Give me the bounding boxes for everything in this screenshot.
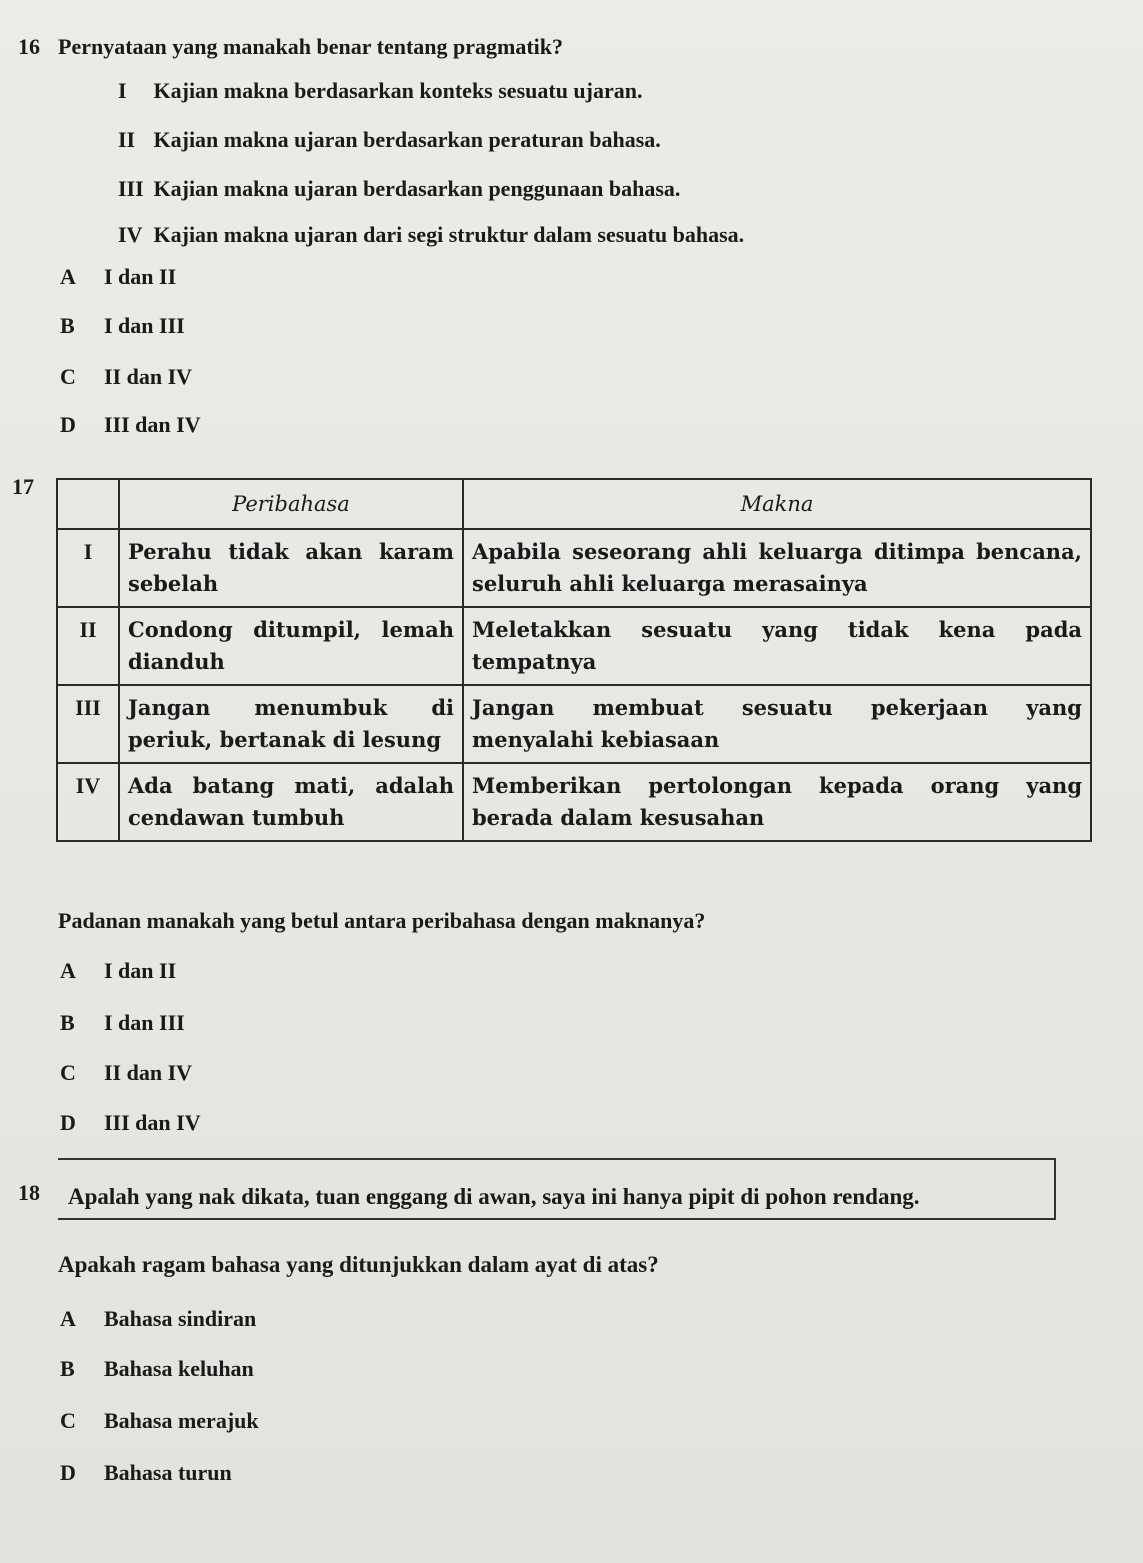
statement-roman: IV [118, 222, 143, 247]
option-text: Bahasa merajuk [104, 1408, 259, 1433]
option-letter: D [60, 1460, 76, 1485]
statement-16-iii [118, 176, 680, 202]
option-text: II dan IV [104, 364, 193, 389]
option-letter: A [60, 264, 76, 289]
question-16-number: 16 [18, 34, 40, 59]
question-18-number: 18 [18, 1180, 40, 1205]
option-letter: C [60, 1408, 76, 1433]
table-header-row [57, 479, 1091, 529]
question-16-text: Pernyataan yang manakah benar tentang pragmatik? [58, 34, 564, 59]
header-blank [57, 479, 119, 529]
option-text: I dan II [104, 264, 177, 289]
table-row [57, 685, 1091, 763]
question-17-number: 17 [12, 474, 34, 499]
header-peribahasa: Peribahasa [119, 479, 463, 529]
option-16-c[interactable] [60, 364, 192, 390]
row-peribahasa: Perahu tidak akan karam sebelah [119, 529, 463, 607]
peribahasa-table [56, 478, 1092, 842]
option-text: I dan II [104, 958, 177, 983]
option-text: II dan IV [104, 1060, 193, 1085]
row-makna: Memberikan pertolongan kepada orang yang berada dalam kesusahan [463, 763, 1091, 841]
row-peribahasa: Ada batang mati, adalah cendawan tumbuh [119, 763, 463, 841]
option-text: III dan IV [104, 412, 201, 437]
table-row [57, 763, 1091, 841]
option-16-d[interactable] [60, 412, 201, 438]
option-17-b[interactable] [60, 1010, 185, 1036]
option-18-a[interactable] [60, 1306, 256, 1332]
option-text: III dan IV [104, 1110, 201, 1135]
row-makna: Apabila seseorang ahli keluarga ditimpa bencana, seluruh ahli keluarga merasainya [463, 529, 1091, 607]
row-makna: Meletakkan sesuatu yang tidak kena pada tempatnya [463, 607, 1091, 685]
statement-roman: III [118, 176, 144, 201]
statement-text: Kajian makna berdasarkan konteks sesuatu ujaran. [153, 78, 643, 103]
option-letter: D [60, 1110, 76, 1135]
option-18-c[interactable] [60, 1408, 259, 1434]
table-row [57, 529, 1091, 607]
option-letter: A [60, 958, 76, 983]
option-17-a[interactable] [60, 958, 176, 984]
statement-text: Kajian makna ujaran dari segi struktur dalam sesuatu bahasa. [153, 222, 745, 247]
option-16-a[interactable] [60, 264, 176, 290]
option-17-c[interactable] [60, 1060, 192, 1086]
option-16-b[interactable] [60, 313, 185, 339]
row-peribahasa: Condong ditumpil, lemah dianduh [119, 607, 463, 685]
statement-16-i [118, 78, 642, 104]
passage-text: Apalah yang nak dikata, tuan enggang di awan, saya ini hanya pipit di pohon rendang. [68, 1184, 920, 1209]
option-text: I dan III [104, 313, 185, 338]
statement-text: Kajian makna ujaran berdasarkan penggunaan bahasa. [153, 176, 681, 201]
option-letter: B [60, 1356, 75, 1381]
statement-16-iv [118, 222, 744, 248]
option-17-d[interactable] [60, 1110, 201, 1136]
option-letter: A [60, 1306, 76, 1331]
row-roman: III [57, 685, 119, 763]
option-letter: D [60, 412, 76, 437]
option-letter: B [60, 1010, 75, 1035]
question-18-text: Apakah ragam bahasa yang ditunjukkan dalam ayat di atas? [58, 1252, 659, 1277]
statement-text: Kajian makna ujaran berdasarkan peraturan bahasa. [153, 127, 661, 152]
row-roman: IV [57, 763, 119, 841]
option-text: Bahasa keluhan [104, 1356, 254, 1381]
question-17-text: Padanan manakah yang betul antara peribahasa dengan maknanya? [58, 908, 706, 933]
table-row [57, 607, 1091, 685]
row-roman: I [57, 529, 119, 607]
statement-16-ii [118, 127, 661, 153]
option-text: Bahasa sindiran [104, 1306, 257, 1331]
option-letter: C [60, 364, 76, 389]
row-makna: Jangan membuat sesuatu pekerjaan yang menyalahi kebiasaan [463, 685, 1091, 763]
option-text: Bahasa turun [104, 1460, 232, 1485]
option-text: I dan III [104, 1010, 185, 1035]
passage-box [58, 1158, 1056, 1220]
option-18-d[interactable] [60, 1460, 232, 1486]
header-makna: Makna [463, 479, 1091, 529]
row-roman: II [57, 607, 119, 685]
option-letter: C [60, 1060, 76, 1085]
statement-roman: I [118, 78, 127, 103]
option-letter: B [60, 313, 75, 338]
option-18-b[interactable] [60, 1356, 254, 1382]
row-peribahasa: Jangan menumbuk di periuk, bertanak di lesung [119, 685, 463, 763]
statement-roman: II [118, 127, 136, 152]
